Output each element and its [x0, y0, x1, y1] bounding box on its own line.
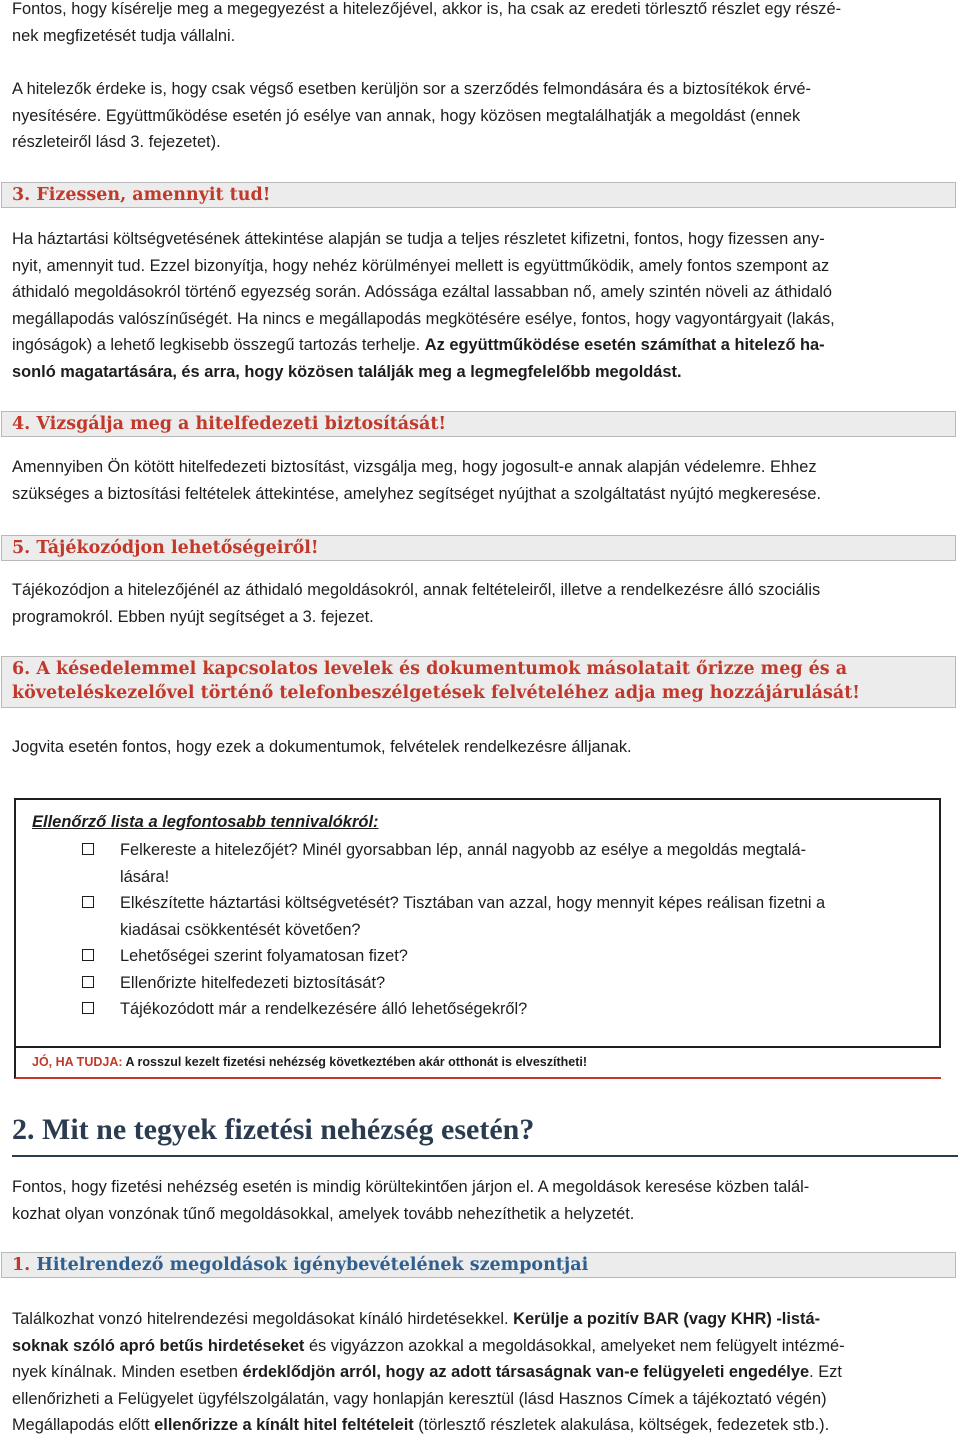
checkbox-icon[interactable] [82, 1002, 94, 1014]
note-text: A rosszul kezelt fizetési nehézség következtében akár otthonát is elveszítheti! [122, 1055, 588, 1069]
section-heading-text: Hitelrendező megoldások igénybevételének szempontjai [30, 1255, 589, 1275]
section-heading-text: követeléskezelővel történő telefonbeszélgetések felvételéhez adja meg hozzájárulását! [12, 683, 860, 703]
section-4-heading [1, 411, 956, 437]
bold-text: soknak szóló apró betűs hirdetéseket [12, 1336, 305, 1355]
section-heading-text: 6. A késedelemmel kapcsolatos levelek és dokumentumok másolatait őrizze meg és a [12, 659, 848, 679]
bold-text: Kerülje a pozitív BAR (vagy KHR) -listá- [513, 1310, 821, 1328]
checklist-item [82, 970, 922, 997]
checklist-item-text: lására! [120, 867, 170, 886]
text-line: Fontos, hogy fizetési nehézség esetén is mindig körültekintően járjon el. A megoldások keresése közben talál- [12, 1178, 810, 1196]
text-line [12, 332, 948, 359]
text-line [12, 1306, 948, 1333]
checklist-item-text: Elkészítette háztartási költségvetését? Tisztában van azzal, hogy mennyit képes reálisan fizetni a [120, 894, 826, 912]
note-label: JÓ, HA TUDJA: [32, 1055, 123, 1069]
checklist-item-text: Felkereste a hitelezőjét? Minél gyorsabban lép, annál nagyobb az esélye a megoldás megtalá- [120, 841, 807, 859]
text-line [12, 359, 948, 386]
checkbox-icon[interactable] [82, 976, 94, 988]
bold-text: ellenőrizze a kínált hitel feltételeit [154, 1416, 414, 1434]
text-line: Tájékozódjon a hitelezőjénél az áthidaló megoldásokról, annak feltételeiről, illetve a rendelkezésre álló szociális [12, 581, 821, 599]
text-line [12, 1333, 948, 1360]
checklist [82, 837, 922, 1023]
text-line: ellenőrizheti a Felügyelet ügyfélszolgálatán, vagy honlapján keresztül (lásd Hasznos Címek a tájékoztató végén) [12, 1389, 827, 1408]
section-4-body [12, 454, 948, 507]
text-line: A hitelezők érdeke is, hogy csak végső esetben kerüljön sor a szerződés felmondására és a biztosítékok érvé- [12, 80, 812, 98]
checklist-item-text: Tájékozódott már a rendelkezésére álló lehetőségekről? [120, 1000, 528, 1018]
bold-text: érdeklődjön arról, hogy az adott társaságnak van-e felügyeleti engedélye [242, 1363, 810, 1381]
text-line: Jogvita esetén fontos, hogy ezek a dokumentumok, felvételek rendelkezésre álljanak. [12, 738, 632, 756]
checklist-item-text: Ellenőrizte hitelfedezeti biztosítását? [120, 973, 386, 992]
bold-text: sonló magatartására, és arra, hogy közösen találják meg a legmegfelelőbb megoldást. [12, 362, 682, 381]
section-6-heading [1, 656, 956, 708]
checkbox-icon[interactable] [82, 896, 94, 908]
text-span: . Ezt [809, 1363, 842, 1381]
chapter-title: 2. Mit ne tegyek fizetési nehézség esetén? [12, 1113, 535, 1146]
text-line: Fontos, hogy kísérelje meg a megegyezést a hitelezőjével, akkor is, ha csak az eredeti törlesztő részlet egy részé- [12, 0, 842, 18]
checkbox-icon[interactable] [82, 949, 94, 961]
section-3-heading [1, 182, 956, 208]
text-line: nek megfizetését tudja vállalni. [12, 26, 236, 45]
checklist-item [82, 890, 922, 943]
intro-paragraph-1 [12, 0, 948, 49]
section-heading-text: 3. Fizessen, amennyit tud! [12, 185, 271, 205]
text-line [12, 1412, 948, 1439]
checklist-item [82, 943, 922, 970]
text-span: nyek kínálnak. Minden esetben [12, 1363, 243, 1381]
checklist-item-text: Lehetőségei szerint folyamatosan fizet? [120, 947, 408, 965]
text-line: programokról. Ebben nyújt segítséget a 3. fejezet. [12, 607, 374, 626]
checklist-item [82, 837, 922, 890]
text-line: részleteiről lásd 3. fejezetet). [12, 133, 221, 151]
subsection-1-heading [1, 1252, 956, 1278]
checklist-item [82, 996, 922, 1023]
section-heading-text: 4. Vizsgálja meg a hitelfedezeti biztosítását! [12, 414, 447, 434]
chapter-2-intro [12, 1174, 948, 1227]
chapter-divider [12, 1155, 958, 1157]
checklist-box [14, 798, 941, 1048]
text-line: szükséges a biztosítási feltételek áttekintése, amelyhez segítséget nyújthat a szolgáltatást nyújtó megkeresése. [12, 484, 822, 503]
checklist-title: Ellenőrző lista a legfontosabb tennivalókról: [32, 813, 379, 831]
section-3-body [12, 226, 948, 385]
text-line: nyit, amennyit tud. Ezzel bizonyítja, hogy nehéz körülményei mellett is együttműködik, amely fontos szempont az [12, 256, 830, 275]
text-line [12, 1359, 948, 1386]
text-line: Ha háztartási költségvetésének áttekintése alapján se tudja a teljes részletet kifizetni, fontos, hogy fizessen any- [12, 230, 825, 248]
section-heading-text: 5. Tájékozódjon lehetőségeiről! [12, 538, 319, 558]
section-5-heading [1, 535, 956, 561]
checkbox-icon[interactable] [82, 843, 94, 855]
text-line: kozhat olyan vonzónak tűnő megoldásokkal, amelyek tovább nehezíthetik a helyzetét. [12, 1204, 635, 1223]
subsection-1-body [12, 1306, 948, 1439]
checklist-item-text: kiadásai csökkentését követően? [120, 920, 361, 939]
text-line: Amennyiben Ön kötött hitelfedezeti biztosítást, vizsgálja meg, hogy jogosult-e annak alapján védelemre. Ehhez [12, 458, 817, 476]
section-5-body [12, 577, 948, 630]
section-6-body [12, 734, 948, 761]
bold-text: Az együttműködése esetén számíthat a hitelező ha- [424, 336, 825, 354]
text-span: Megállapodás előtt [12, 1416, 155, 1434]
text-line: megállapodás valószínűségét. Ha nincs e megállapodás megkötésére esélye, fontos, hogy vagyontárgyait (lakás, [12, 309, 835, 328]
text-line: áthidaló megoldásokról történő egyezség során. Adóssága ezáltal lassabban nő, amely szintén növeli az áthidaló [12, 283, 833, 301]
text-span: ingóságok) a lehető legkisebb összegű tartozás terhelje. [12, 336, 425, 354]
section-number: 1. [12, 1255, 31, 1275]
text-span: és vigyázzon azokkal a megoldásokkal, amelyeket nem felügyelt intézmé- [304, 1336, 845, 1355]
text-span: Találkozhat vonzó hitelrendezési megoldásokat kínáló hirdetésekkel. [12, 1310, 514, 1328]
intro-paragraph-2 [12, 76, 948, 156]
text-span: (törlesztő részletek alakulása, költségek, fedezetek stb.). [413, 1416, 830, 1434]
info-note [14, 1047, 941, 1079]
text-line: nyesítésére. Együttműködése esetén jó esélye van annak, hogy közösen megtalálhatják a megoldást (ennek [12, 106, 801, 125]
